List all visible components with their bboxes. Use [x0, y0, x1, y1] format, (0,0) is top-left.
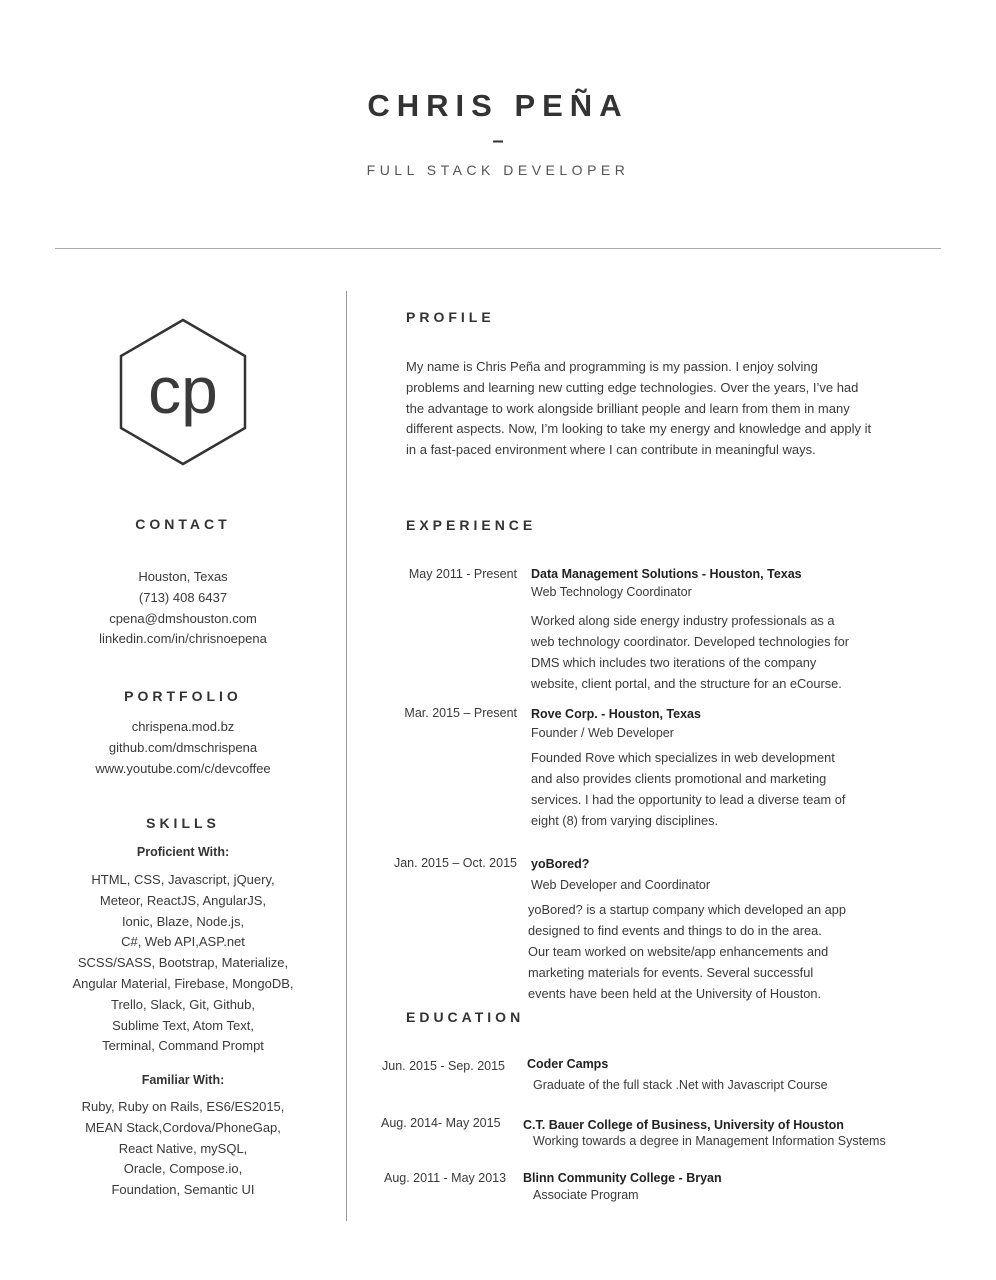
header-divider: [55, 248, 941, 249]
job-organization: Rove Corp. - Houston, Texas: [531, 707, 701, 721]
contact-location: Houston, Texas: [138, 569, 228, 584]
contact-heading: CONTACT: [135, 516, 231, 532]
job-organization: Data Management Solutions - Houston, Texas: [531, 567, 802, 581]
description-line: yoBored? is a startup company which developed an app: [528, 902, 846, 917]
profile-line: problems and learning new cutting edge technologies. Over the years, I’ve had: [406, 379, 859, 395]
skill-line: Ionic, Blaze, Node.js,: [121, 913, 245, 929]
education-school: Blinn Community College - Bryan: [523, 1171, 722, 1185]
skill-line: MEAN Stack,Cordova/PhoneGap,: [85, 1119, 281, 1135]
column-divider: [346, 291, 347, 1221]
education-detail: Graduate of the full stack .Net with Javascript Course: [533, 1078, 828, 1092]
familiar-label: Familiar With:: [141, 1073, 225, 1087]
contact-email[interactable]: cpena@dmshouston.com: [109, 610, 257, 626]
skill-line: Ruby, Ruby on Rails, ES6/ES2015,: [81, 1099, 285, 1114]
profile-line: My name is Chris Peña and programming is my passion. I enjoy solving: [406, 359, 818, 374]
education-date: Aug. 2011 - May 2013: [384, 1171, 507, 1185]
profile-heading: PROFILE: [406, 309, 495, 325]
job-position: Web Technology Coordinator: [531, 585, 692, 599]
job-position: Web Developer and Coordinator: [531, 878, 711, 892]
skills-heading: SKILLS: [146, 815, 220, 831]
education-date: Jun. 2015 - Sep. 2015: [382, 1059, 506, 1073]
education-heading: EDUCATION: [406, 1009, 525, 1025]
job-date: May 2011 - Present: [408, 567, 517, 581]
job-position: Founder / Web Developer: [531, 726, 674, 740]
name-separator: –: [492, 130, 504, 152]
job-date: Jan. 2015 – Oct. 2015: [393, 856, 517, 870]
profile-line: different aspects. Now, I’m looking to take my energy and knowledge and apply it: [406, 421, 872, 437]
education-date: Aug. 2014- May 2015: [381, 1116, 501, 1130]
proficient-skills: [20, 870, 346, 1057]
description-line: Our team worked on website/app enhancements and: [528, 944, 829, 959]
portfolio-list: [20, 717, 346, 779]
description-line: services. I had the opportunity to lead a diverse team of: [531, 792, 846, 807]
portfolio-link[interactable]: github.com/dmschrispena: [108, 739, 258, 755]
contact-linkedin[interactable]: linkedin.com/in/chrisnoepena: [99, 631, 267, 647]
job-title: FULL STACK DEVELOPER: [366, 162, 630, 178]
profile-text: [406, 357, 906, 461]
job-organization: yoBored?: [531, 857, 590, 871]
description-line: marketing materials for events. Several successful: [528, 965, 814, 980]
education-detail: Working towards a degree in Management Information Systems: [533, 1134, 886, 1148]
skill-line: Sublime Text, Atom Text,: [112, 1017, 254, 1033]
job-description: [531, 747, 891, 831]
experience-heading: EXPERIENCE: [406, 517, 537, 533]
job-date: Mar. 2015 – Present: [404, 706, 517, 720]
skill-line: HTML, CSS, Javascript, jQuery,: [91, 872, 275, 887]
description-line: Worked along side energy industry professionals as a: [531, 613, 835, 628]
skill-line: Terminal, Command Prompt: [102, 1038, 264, 1054]
skill-line: Foundation, Semantic UI: [111, 1182, 255, 1198]
skill-line: React Native, mySQL,: [118, 1140, 248, 1156]
description-line: web technology coordinator. Developed technologies for: [531, 634, 849, 649]
education-school: Coder Camps: [527, 1057, 609, 1071]
job-description: [528, 899, 898, 1004]
description-line: Founded Rove which specializes in web development: [531, 750, 835, 765]
portfolio-heading: PORTFOLIO: [124, 688, 242, 704]
skill-line: SCSS/SASS, Bootstrap, Materialize,: [77, 955, 289, 971]
logo-monogram: cp: [148, 353, 218, 427]
candidate-name: CHRIS PEÑA: [367, 88, 629, 123]
skill-line: C#, Web API,ASP.net: [121, 934, 245, 950]
job-description: [531, 610, 891, 694]
portfolio-link[interactable]: www.youtube.com/c/devcoffee: [95, 760, 271, 776]
contact-list: [20, 567, 346, 650]
familiar-skills: [20, 1097, 346, 1201]
profile-line: in a fast-paced environment where I can contribute in meaningful ways.: [406, 442, 816, 458]
description-line: DMS which includes two iterations of the company: [531, 655, 817, 670]
description-line: website, client portal, and the structure for an eCourse.: [531, 676, 842, 691]
proficient-label: Proficient With:: [136, 845, 230, 859]
description-line: designed to find events and things to do in the area.: [528, 923, 822, 938]
education-detail: Associate Program: [533, 1188, 639, 1202]
skill-line: Meteor, ReactJS, AngularJS,: [99, 892, 267, 908]
skill-line: Trello, Slack, Git, Github,: [110, 996, 255, 1012]
description-line: eight (8) from varying disciplines.: [531, 813, 719, 828]
portfolio-link[interactable]: chrispena.mod.bz: [131, 719, 235, 734]
description-line: events have been held at the University of Houston.: [528, 986, 822, 1001]
skill-line: Angular Material, Firebase, MongoDB,: [72, 975, 294, 991]
description-line: and also provides clients promotional and marketing: [531, 771, 827, 786]
skill-line: Oracle, Compose.io,: [123, 1161, 243, 1177]
profile-line: the advantage to work alongside brilliant people and learn from them in many: [406, 400, 850, 416]
education-school: C.T. Bauer College of Business, University of Houston: [523, 1118, 844, 1132]
contact-phone: (713) 408 6437: [138, 589, 228, 605]
